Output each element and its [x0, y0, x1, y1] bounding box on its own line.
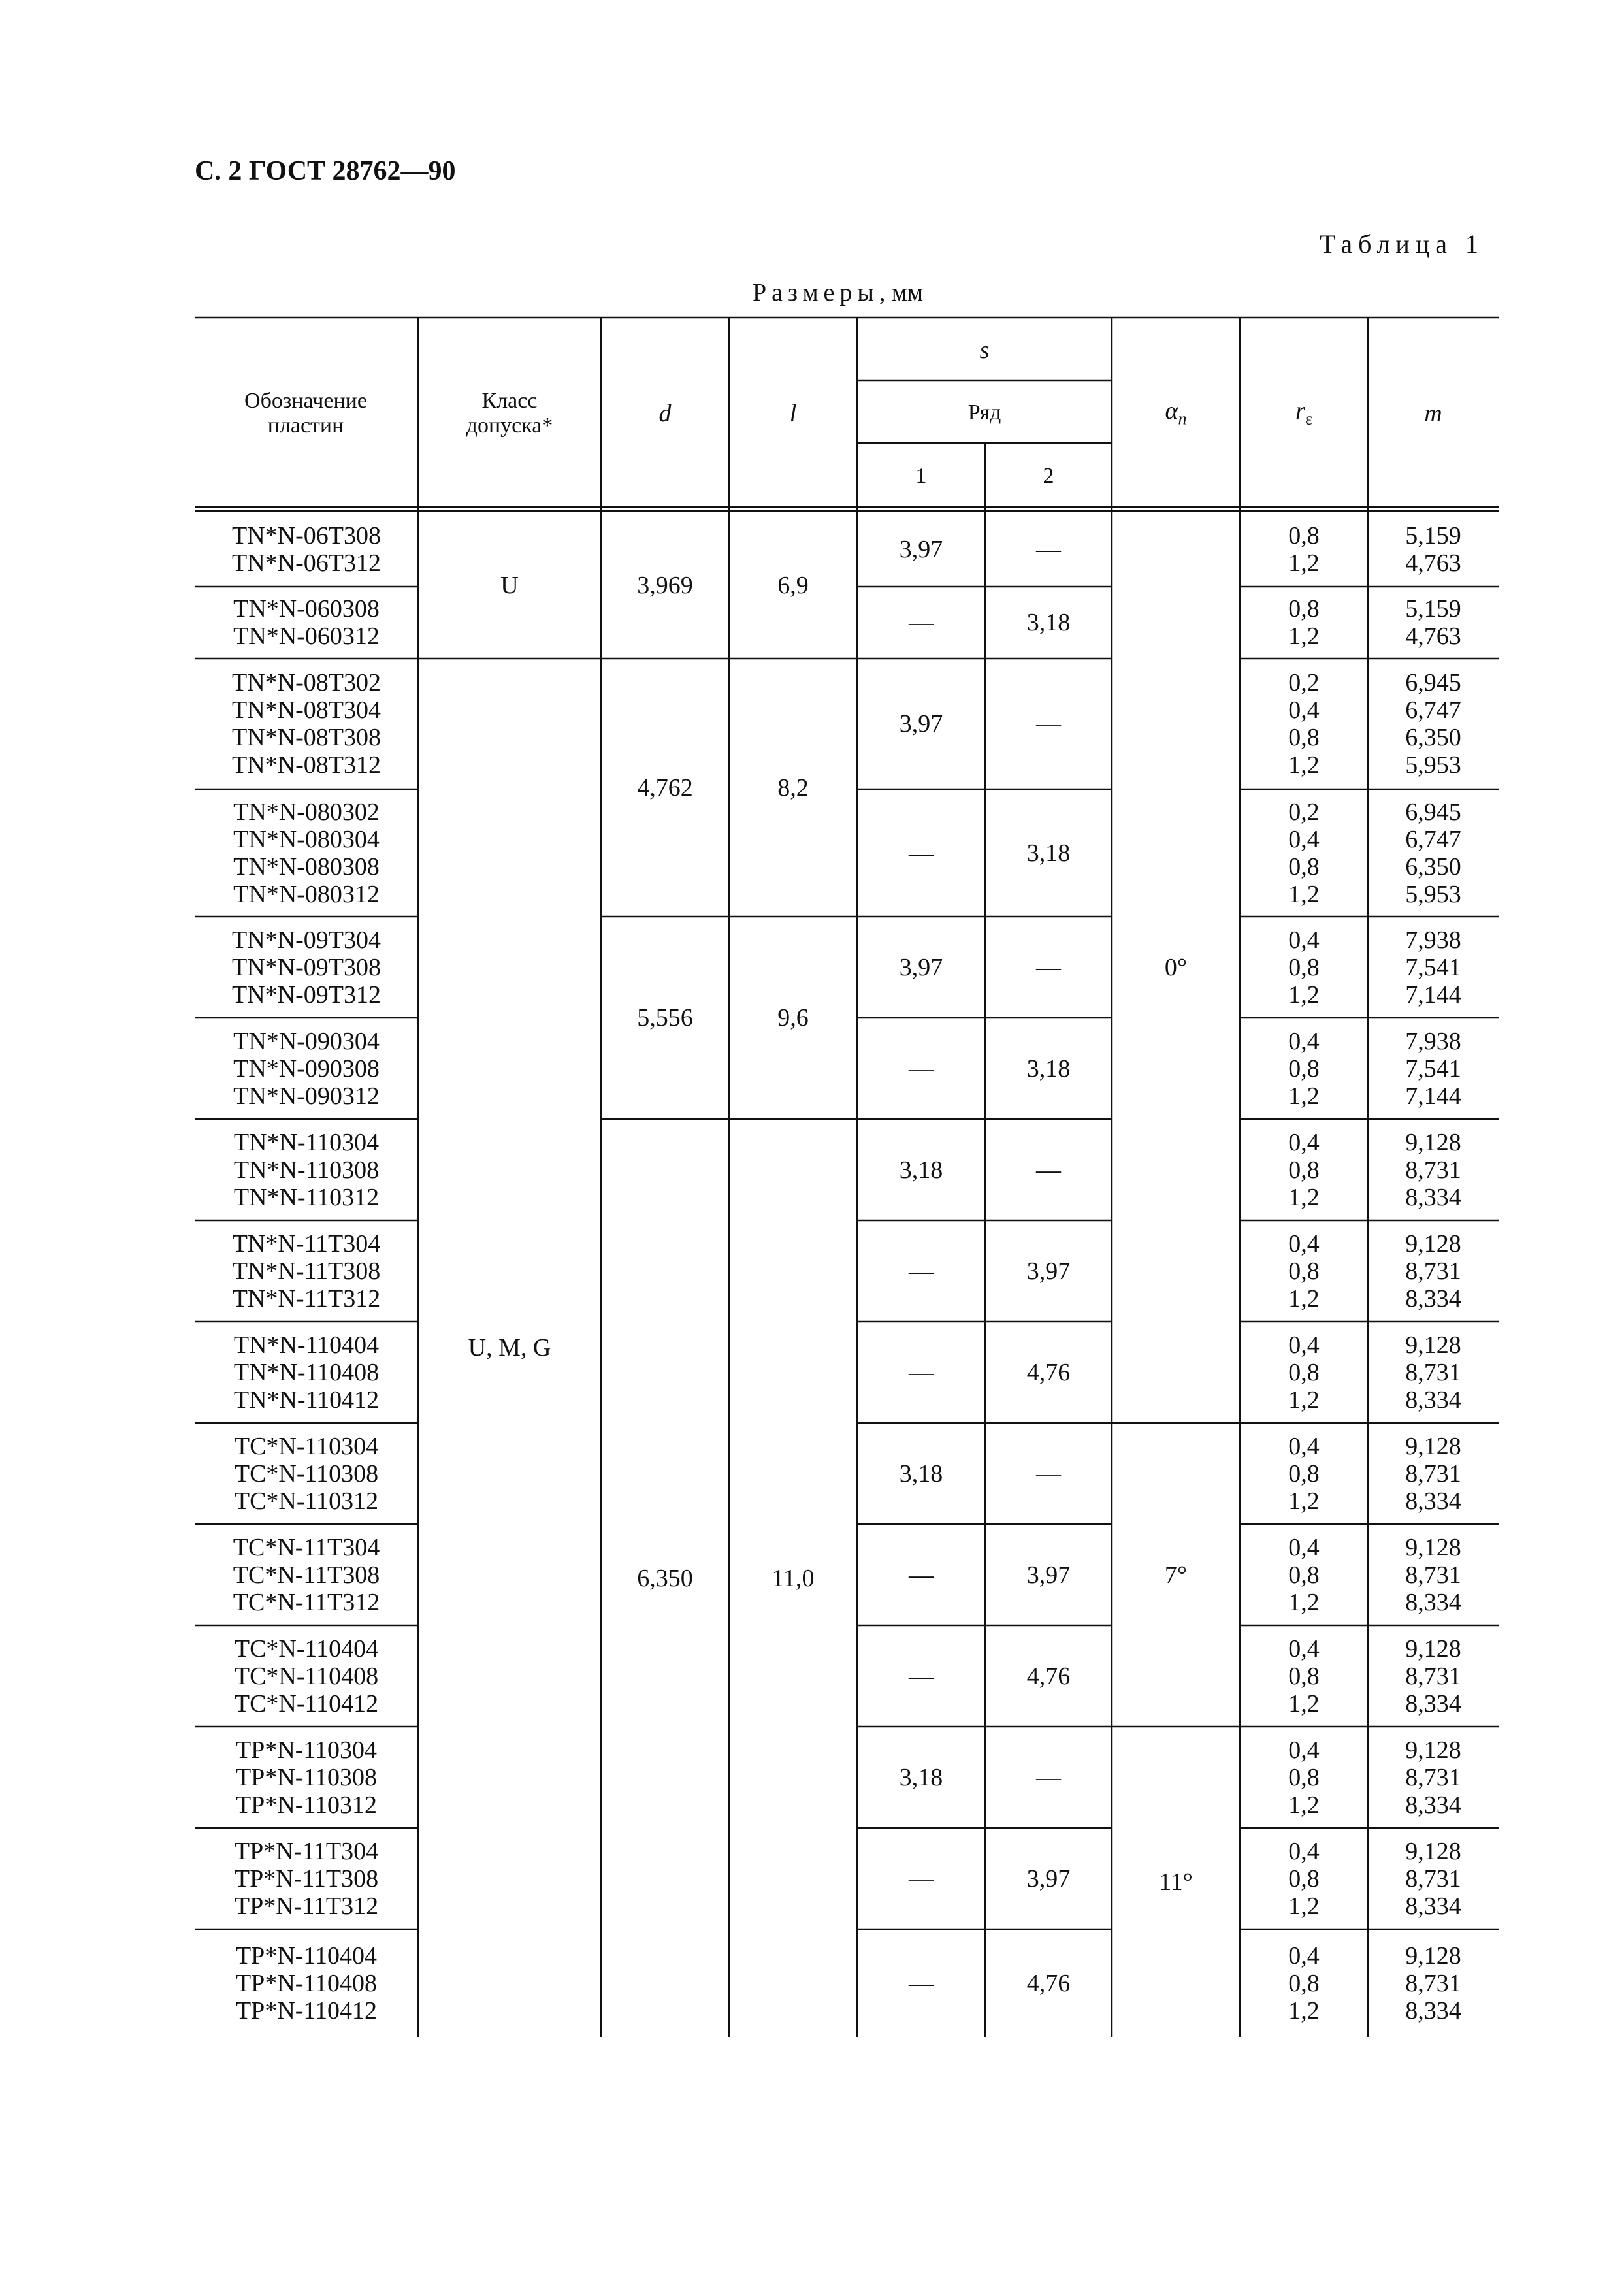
- col-header-row-1: 1: [915, 463, 927, 488]
- r-cell: [1241, 588, 1367, 657]
- cell-line: 6,945: [1405, 669, 1461, 696]
- s-row1-cell: [858, 918, 984, 1017]
- cell-line: 5,159: [1405, 595, 1461, 623]
- cell-line: TC*N-110408: [234, 1662, 379, 1690]
- cell-line: 0,8: [1288, 1662, 1320, 1690]
- cell-line: 1,2: [1288, 1996, 1320, 2025]
- cell-line: TN*N-110304: [233, 1128, 380, 1156]
- s-row2-cell: [986, 1323, 1111, 1422]
- s-row1-cell: [858, 1627, 984, 1725]
- cell-line: TN*N-08T308: [232, 724, 381, 751]
- cell-line: 0,8: [1288, 1459, 1320, 1488]
- cell-line: 8,334: [1405, 1183, 1461, 1211]
- s-row1-cell: [858, 588, 984, 657]
- cell-line: 9,128: [1405, 1635, 1461, 1663]
- cell-line: 7,541: [1405, 1054, 1461, 1082]
- cell-line: —: [909, 1662, 934, 1690]
- s-row2-cell: [986, 1627, 1111, 1725]
- designation-cell: [196, 918, 417, 1017]
- col-header-tolerance: Класс допуска*: [466, 388, 553, 438]
- cell-line: 1,2: [1288, 623, 1320, 650]
- cell-line: 8,334: [1405, 1284, 1461, 1312]
- s-row2-cell: [986, 790, 1111, 915]
- r-cell: [1241, 1525, 1367, 1624]
- cell-line: 0,8: [1288, 1054, 1320, 1082]
- r-cell: [1241, 1424, 1367, 1523]
- cell-line: 9,128: [1405, 1229, 1461, 1258]
- cell-line: —: [1036, 535, 1061, 563]
- d-cell: [602, 513, 728, 657]
- cell-line: 8,334: [1405, 1791, 1461, 1819]
- cell-line: TN*N-06T308: [232, 521, 381, 549]
- cell-line: 6,350: [1405, 853, 1461, 881]
- cell-line: 8,334: [1405, 1487, 1461, 1515]
- m-cell: [1369, 1930, 1497, 2036]
- s-row2-cell: [986, 588, 1111, 657]
- d-cell: [602, 660, 728, 915]
- alpha-cell: [1113, 1728, 1239, 2036]
- cell-line: TN*N-11T312: [232, 1284, 381, 1312]
- cell-line: —: [909, 1257, 934, 1285]
- cell-line: TN*N-090304: [233, 1027, 380, 1055]
- s-row2-cell: [986, 513, 1111, 585]
- cell-line: 0,8: [1288, 1561, 1320, 1589]
- cell-line: 9,128: [1405, 1533, 1461, 1561]
- m-cell: [1369, 1525, 1497, 1624]
- cell-line: 6,350: [637, 1564, 693, 1592]
- tolerance-cell: [419, 513, 600, 657]
- cell-line: —: [1036, 1156, 1061, 1184]
- cell-line: 8,731: [1405, 1459, 1461, 1488]
- cell-line: TC*N-110312: [234, 1487, 379, 1515]
- alpha-cell: [1113, 513, 1239, 1422]
- cell-line: TN*N-09T304: [232, 926, 381, 954]
- cell-line: TC*N-110308: [234, 1459, 379, 1488]
- cell-line: 3,18: [899, 1763, 943, 1791]
- cell-line: TC*N-11T308: [233, 1561, 380, 1589]
- table-label: Таблица 1: [1319, 229, 1484, 259]
- cell-line: TP*N-110304: [235, 1736, 378, 1764]
- cell-line: 3,18: [1026, 1054, 1071, 1082]
- cell-line: 9,6: [777, 1004, 809, 1032]
- cell-line: 3,97: [1026, 1257, 1071, 1285]
- cell-line: TN*N-09T312: [232, 981, 381, 1009]
- cell-line: 1,2: [1288, 1588, 1320, 1616]
- cell-line: 0,4: [1288, 696, 1320, 724]
- cell-line: 4,76: [1026, 1662, 1071, 1690]
- m-cell: [1369, 790, 1497, 915]
- cell-line: TC*N-110404: [234, 1635, 379, 1663]
- r-cell: [1241, 1019, 1367, 1118]
- cell-line: U, M, G: [468, 1334, 551, 1361]
- cell-line: 8,731: [1405, 1763, 1461, 1791]
- cell-line: —: [1036, 953, 1061, 981]
- cell-line: 5,953: [1405, 751, 1461, 779]
- s-row1-cell: [858, 660, 984, 788]
- cell-line: TP*N-110312: [235, 1791, 378, 1819]
- cell-line: 0,4: [1288, 1736, 1320, 1764]
- cell-line: 3,97: [1026, 1864, 1071, 1893]
- m-cell: [1369, 588, 1497, 657]
- cell-line: 4,76: [1026, 1969, 1071, 1997]
- cell-line: 8,334: [1405, 1588, 1461, 1616]
- designation-cell: [196, 660, 417, 788]
- s-row2-cell: [986, 1728, 1111, 1827]
- cell-line: 0,2: [1288, 798, 1320, 826]
- s-row2-cell: [986, 1222, 1111, 1320]
- m-cell: [1369, 918, 1497, 1017]
- cell-line: TN*N-110312: [233, 1183, 380, 1211]
- cell-line: U: [500, 571, 519, 599]
- cell-line: TN*N-110412: [233, 1386, 380, 1414]
- cell-line: 1,2: [1288, 1487, 1320, 1515]
- cell-line: —: [1036, 710, 1061, 738]
- col-header-row-2: 2: [1043, 463, 1054, 488]
- cell-line: 0,4: [1288, 1533, 1320, 1561]
- cell-line: TN*N-080302: [233, 798, 380, 826]
- cell-line: 0,8: [1288, 1358, 1320, 1386]
- cell-line: 0,4: [1288, 926, 1320, 954]
- designation-cell: [196, 1525, 417, 1624]
- units-unit: , мм: [879, 279, 924, 306]
- tolerance-cell: [419, 660, 600, 2036]
- cell-line: 8,334: [1405, 1386, 1461, 1414]
- cell-line: 1,2: [1288, 1386, 1320, 1414]
- cell-line: 0,4: [1288, 1331, 1320, 1359]
- cell-line: 0,4: [1288, 825, 1320, 853]
- cell-line: 0,8: [1288, 724, 1320, 751]
- s-row2-cell: [986, 1019, 1111, 1118]
- units-word: Размеры: [753, 279, 879, 306]
- cell-line: 8,334: [1405, 1996, 1461, 2025]
- l-cell: [730, 1120, 856, 2036]
- cell-line: 0,8: [1288, 1969, 1320, 1997]
- cell-line: TP*N-11T304: [234, 1837, 379, 1865]
- r-cell: [1241, 1627, 1367, 1725]
- cell-line: 0°: [1164, 953, 1188, 981]
- cell-line: 8,731: [1405, 1662, 1461, 1690]
- cell-line: 8,2: [777, 773, 809, 802]
- cell-line: 0,8: [1288, 1864, 1320, 1893]
- s-row1-cell: [858, 1728, 984, 1827]
- cell-line: 5,953: [1405, 880, 1461, 908]
- r-cell: [1241, 1222, 1367, 1320]
- cell-line: TN*N-080312: [233, 880, 380, 908]
- col-header-l: l: [789, 399, 797, 427]
- cell-line: TN*N-110408: [233, 1358, 380, 1386]
- cell-line: 0,8: [1288, 1257, 1320, 1285]
- designation-cell: [196, 1424, 417, 1523]
- designation-cell: [196, 1222, 417, 1320]
- cell-line: —: [909, 1358, 934, 1386]
- cell-line: 4,76: [1026, 1358, 1071, 1386]
- cell-line: 7,541: [1405, 953, 1461, 981]
- r-cell: [1241, 1930, 1367, 2036]
- r-subscript: ε: [1305, 409, 1312, 429]
- s-row1-cell: [858, 790, 984, 915]
- cell-line: 1,2: [1288, 1183, 1320, 1211]
- cell-line: TN*N-11T304: [232, 1229, 381, 1258]
- designation-cell: [196, 1930, 417, 2036]
- cell-line: 0,8: [1288, 595, 1320, 623]
- cell-line: TN*N-110404: [233, 1331, 380, 1359]
- cell-line: 0,8: [1288, 521, 1320, 549]
- s-row1-cell: [858, 1323, 984, 1422]
- cell-line: 5,159: [1405, 521, 1461, 549]
- alpha-symbol: α: [1165, 397, 1178, 425]
- l-cell: [730, 918, 856, 1118]
- cell-line: —: [909, 1054, 934, 1082]
- cell-line: 7,144: [1405, 981, 1461, 1009]
- cell-line: 9,128: [1405, 1837, 1461, 1865]
- cell-line: 1,2: [1288, 751, 1320, 779]
- cell-line: TC*N-110304: [234, 1432, 379, 1460]
- designation-cell: [196, 1627, 417, 1725]
- cell-line: 3,18: [1026, 609, 1071, 636]
- s-row1-cell: [858, 1019, 984, 1118]
- col-header-alpha: [1113, 320, 1239, 506]
- cell-line: TN*N-080308: [233, 853, 380, 881]
- cell-line: 0,4: [1288, 1432, 1320, 1460]
- cell-line: 0,2: [1288, 669, 1320, 696]
- cell-line: 4,762: [637, 773, 693, 802]
- alpha-cell: [1113, 1424, 1239, 1725]
- m-cell: [1369, 1222, 1497, 1320]
- r-cell: [1241, 513, 1367, 585]
- cell-line: —: [909, 839, 934, 867]
- m-cell: [1369, 1829, 1497, 1928]
- cell-line: 0,4: [1288, 1229, 1320, 1258]
- cell-line: TN*N-090308: [233, 1054, 380, 1082]
- cell-line: 1,2: [1288, 1284, 1320, 1312]
- r-cell: [1241, 790, 1367, 915]
- cell-line: TN*N-08T302: [232, 669, 381, 696]
- cell-line: 8,731: [1405, 1257, 1461, 1285]
- cell-line: 4,763: [1405, 623, 1461, 650]
- designation-cell: [196, 1019, 417, 1118]
- cell-line: TP*N-11T312: [234, 1892, 379, 1920]
- s-row1-cell: [858, 1525, 984, 1624]
- cell-line: 8,731: [1405, 1156, 1461, 1184]
- s-row1-cell: [858, 1930, 984, 2036]
- s-row1-cell: [858, 513, 984, 585]
- cell-line: TN*N-11T308: [232, 1257, 381, 1285]
- cell-line: 0,4: [1288, 1128, 1320, 1156]
- cell-line: 7,938: [1405, 1027, 1461, 1055]
- cell-line: 1,2: [1288, 1082, 1320, 1110]
- col-header-s: s: [979, 336, 990, 364]
- cell-line: TN*N-060312: [233, 623, 380, 650]
- l-cell: [730, 660, 856, 915]
- cell-line: TN*N-110308: [233, 1156, 380, 1184]
- cell-line: TN*N-060308: [233, 595, 380, 623]
- col-header-r: [1241, 320, 1367, 506]
- cell-line: TN*N-08T304: [232, 696, 381, 724]
- s-row2-cell: [986, 1829, 1111, 1928]
- designation-cell: [196, 1120, 417, 1219]
- m-cell: [1369, 1019, 1497, 1118]
- designation-cell: [196, 1728, 417, 1827]
- designation-cell: [196, 588, 417, 657]
- cell-line: 11°: [1159, 1868, 1193, 1896]
- cell-line: TN*N-06T312: [232, 549, 381, 577]
- cell-line: 1,2: [1288, 1689, 1320, 1717]
- r-cell: [1241, 918, 1367, 1017]
- s-row1-cell: [858, 1120, 984, 1219]
- s-row2-cell: [986, 1525, 1111, 1624]
- cell-line: 3,18: [899, 1459, 943, 1488]
- s-row2-cell: [986, 1424, 1111, 1523]
- r-cell: [1241, 1829, 1367, 1928]
- cell-line: 0,4: [1288, 1635, 1320, 1663]
- cell-line: 8,731: [1405, 1969, 1461, 1997]
- cell-line: 1,2: [1288, 549, 1320, 577]
- cell-line: 3,97: [899, 710, 943, 738]
- designation-cell: [196, 513, 417, 585]
- cell-line: TN*N-090312: [233, 1082, 380, 1110]
- cell-line: 9,128: [1405, 1942, 1461, 1970]
- cell-line: 9,128: [1405, 1736, 1461, 1764]
- cell-line: 8,731: [1405, 1358, 1461, 1386]
- cell-line: —: [909, 1864, 934, 1893]
- cell-line: 9,128: [1405, 1331, 1461, 1359]
- designation-cell: [196, 1829, 417, 1928]
- cell-line: 6,747: [1405, 825, 1461, 853]
- cell-line: 3,97: [899, 953, 943, 981]
- cell-line: 0,4: [1288, 1942, 1320, 1970]
- col-header-row: Ряд: [967, 400, 1001, 425]
- cell-line: —: [909, 1561, 934, 1589]
- designation-cell: [196, 1323, 417, 1422]
- page-header: С. 2 ГОСТ 28762—90: [195, 156, 456, 186]
- cell-line: 6,945: [1405, 798, 1461, 826]
- cell-line: 7,144: [1405, 1082, 1461, 1110]
- cell-line: 3,97: [899, 535, 943, 563]
- cell-line: 0,4: [1288, 1027, 1320, 1055]
- cell-line: 0,8: [1288, 1763, 1320, 1791]
- cell-line: 4,763: [1405, 549, 1461, 577]
- m-cell: [1369, 1728, 1497, 1827]
- col-header-d: d: [658, 399, 672, 427]
- cell-line: —: [909, 609, 934, 636]
- cell-line: —: [1036, 1763, 1061, 1791]
- designation-cell: [196, 790, 417, 915]
- r-cell: [1241, 1728, 1367, 1827]
- cell-line: TN*N-09T308: [232, 953, 381, 981]
- cell-line: TP*N-11T308: [234, 1864, 379, 1893]
- cell-line: TP*N-110412: [235, 1996, 378, 2025]
- s-row1-cell: [858, 1424, 984, 1523]
- cell-line: —: [1036, 1459, 1061, 1488]
- cell-line: TN*N-08T312: [232, 751, 381, 779]
- cell-line: 6,350: [1405, 724, 1461, 751]
- cell-line: 0,8: [1288, 953, 1320, 981]
- cell-line: 8,334: [1405, 1689, 1461, 1717]
- cell-line: TC*N-11T304: [233, 1533, 380, 1561]
- cell-line: 11,0: [771, 1564, 815, 1592]
- cell-line: 7,938: [1405, 926, 1461, 954]
- cell-line: TP*N-110408: [235, 1969, 378, 1997]
- cell-line: 8,334: [1405, 1892, 1461, 1920]
- cell-line: TC*N-11T312: [233, 1588, 380, 1616]
- m-cell: [1369, 1627, 1497, 1725]
- s-row2-cell: [986, 1930, 1111, 2036]
- m-cell: [1369, 660, 1497, 788]
- cell-line: 7°: [1164, 1561, 1188, 1589]
- r-cell: [1241, 660, 1367, 788]
- cell-line: —: [909, 1969, 934, 1997]
- s-row2-cell: [986, 1120, 1111, 1219]
- cell-line: TN*N-080304: [233, 825, 380, 853]
- cell-line: 0,4: [1288, 1837, 1320, 1865]
- col-header-m: m: [1424, 399, 1442, 427]
- cell-line: 1,2: [1288, 880, 1320, 908]
- col-header-designation: Обозначение пластин: [244, 388, 367, 438]
- cell-line: TP*N-110404: [235, 1942, 378, 1970]
- s-row2-cell: [986, 660, 1111, 788]
- m-cell: [1369, 1323, 1497, 1422]
- s-row1-cell: [858, 1829, 984, 1928]
- cell-line: 0,8: [1288, 853, 1320, 881]
- cell-line: TP*N-110308: [235, 1763, 378, 1791]
- cell-line: 1,2: [1288, 981, 1320, 1009]
- alpha-subscript: n: [1178, 409, 1187, 429]
- m-cell: [1369, 513, 1497, 585]
- cell-line: 8,731: [1405, 1864, 1461, 1893]
- cell-line: 6,9: [777, 571, 809, 599]
- d-cell: [602, 918, 728, 1118]
- cell-line: 5,556: [637, 1004, 693, 1032]
- s-row2-cell: [986, 918, 1111, 1017]
- l-cell: [730, 513, 856, 657]
- cell-line: 1,2: [1288, 1892, 1320, 1920]
- cell-line: 3,18: [899, 1156, 943, 1184]
- cell-line: 9,128: [1405, 1432, 1461, 1460]
- cell-line: 9,128: [1405, 1128, 1461, 1156]
- cell-line: 0,8: [1288, 1156, 1320, 1184]
- d-cell: [602, 1120, 728, 2036]
- cell-line: 3,18: [1026, 839, 1071, 867]
- r-cell: [1241, 1323, 1367, 1422]
- m-cell: [1369, 1120, 1497, 1219]
- cell-line: TC*N-110412: [234, 1689, 379, 1717]
- r-cell: [1241, 1120, 1367, 1219]
- r-symbol: r: [1295, 397, 1305, 425]
- cell-line: 3,97: [1026, 1561, 1071, 1589]
- cell-line: 8,731: [1405, 1561, 1461, 1589]
- cell-line: 3,969: [637, 571, 693, 599]
- cell-line: 6,747: [1405, 696, 1461, 724]
- cell-line: 1,2: [1288, 1791, 1320, 1819]
- s-row1-cell: [858, 1222, 984, 1320]
- m-cell: [1369, 1424, 1497, 1523]
